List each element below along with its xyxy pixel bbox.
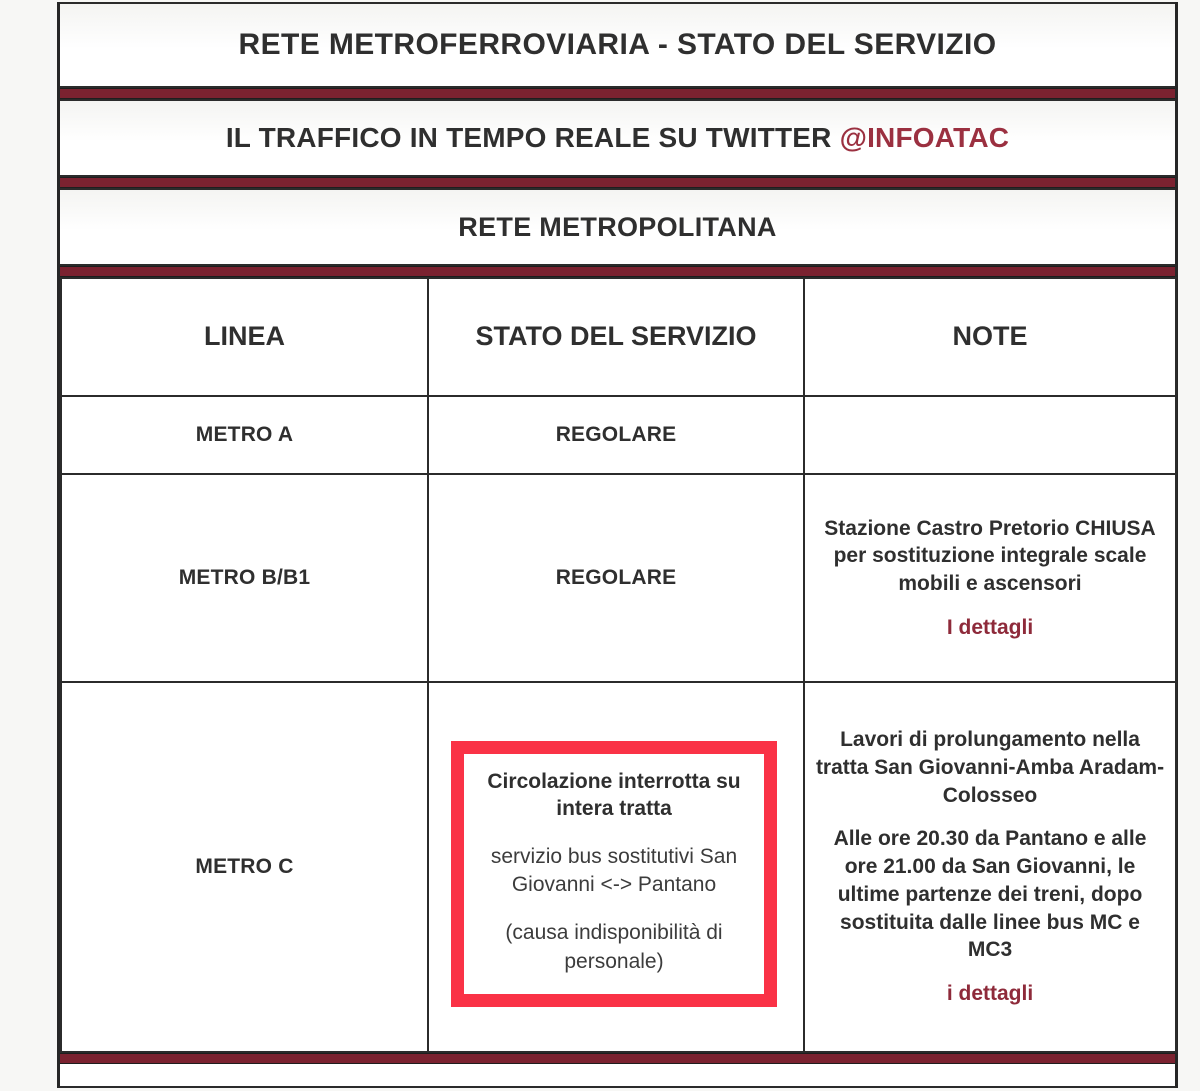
twitter-banner-prefix: IL TRAFFICO IN TEMPO REALE SU TWITTER [225, 122, 840, 153]
board-title-banner [60, 2, 1175, 88]
details-link-metro-c[interactable]: i dettagli [946, 982, 1034, 1006]
column-header-note: NOTE [804, 278, 1176, 396]
network-banner [60, 188, 1175, 266]
notes-metro-a [804, 396, 1176, 474]
twitter-banner-text [226, 122, 1009, 154]
details-link-metro-b[interactable]: I dettagli [946, 615, 1034, 639]
table-row [61, 396, 1176, 474]
table-row [61, 474, 1176, 682]
alert-headline: Circolazione interrotta su intera tratta [487, 770, 741, 821]
service-disruption-alert-box [451, 741, 777, 1007]
page-title: RETE METROFERROVIARIA - STATO DEL SERVIZIO [238, 28, 997, 61]
line-name-metro-a: METRO A [61, 396, 428, 474]
note-paragraph: Lavori di prolungamento nella tratta San Giovanni-Amba Aradam-Colosseo [815, 728, 1165, 807]
note-paragraph: Stazione Castro Pretorio CHIUSA per sostituzione integrale scale mobili e ascensori [824, 516, 1156, 595]
notes-metro-c [804, 682, 1176, 1052]
network-banner-label: RETE METROPOLITANA [458, 211, 777, 242]
service-state-metro-a: REGOLARE [428, 396, 804, 474]
line-name-metro-b: METRO B/B1 [61, 474, 428, 682]
separator-bar-2 [60, 177, 1175, 188]
metro-status-table [60, 277, 1177, 1053]
column-header-linea: LINEA [61, 278, 428, 396]
alert-body-line: servizio bus sostitutivi San Giovanni <-> Pantano [490, 844, 738, 896]
separator-bar-1 [60, 88, 1175, 99]
table-row [61, 682, 1176, 1052]
alert-body-line: (causa indisponibilità di personale) [505, 921, 723, 973]
separator-bar-4 [60, 1053, 1175, 1064]
service-status-board [57, 2, 1178, 1088]
infoatac-handle-link[interactable]: @INFOATAC [839, 122, 1010, 153]
service-state-metro-b: REGOLARE [428, 474, 804, 682]
column-header-stato: STATO DEL SERVIZIO [428, 278, 804, 396]
twitter-banner [60, 99, 1175, 177]
table-header-row [61, 278, 1176, 396]
notes-metro-b [804, 474, 1176, 682]
line-name-metro-c: METRO C [61, 682, 428, 1052]
next-section-placeholder [60, 1064, 1175, 1088]
note-paragraph: Alle ore 20.30 da Pantano e alle ore 21.00 da San Giovanni, le ultime partenze dei treni, dopo sostituita dalle linee bus MC e MC3 [833, 827, 1147, 962]
service-state-metro-c [428, 682, 804, 1052]
separator-bar-3 [60, 266, 1175, 277]
